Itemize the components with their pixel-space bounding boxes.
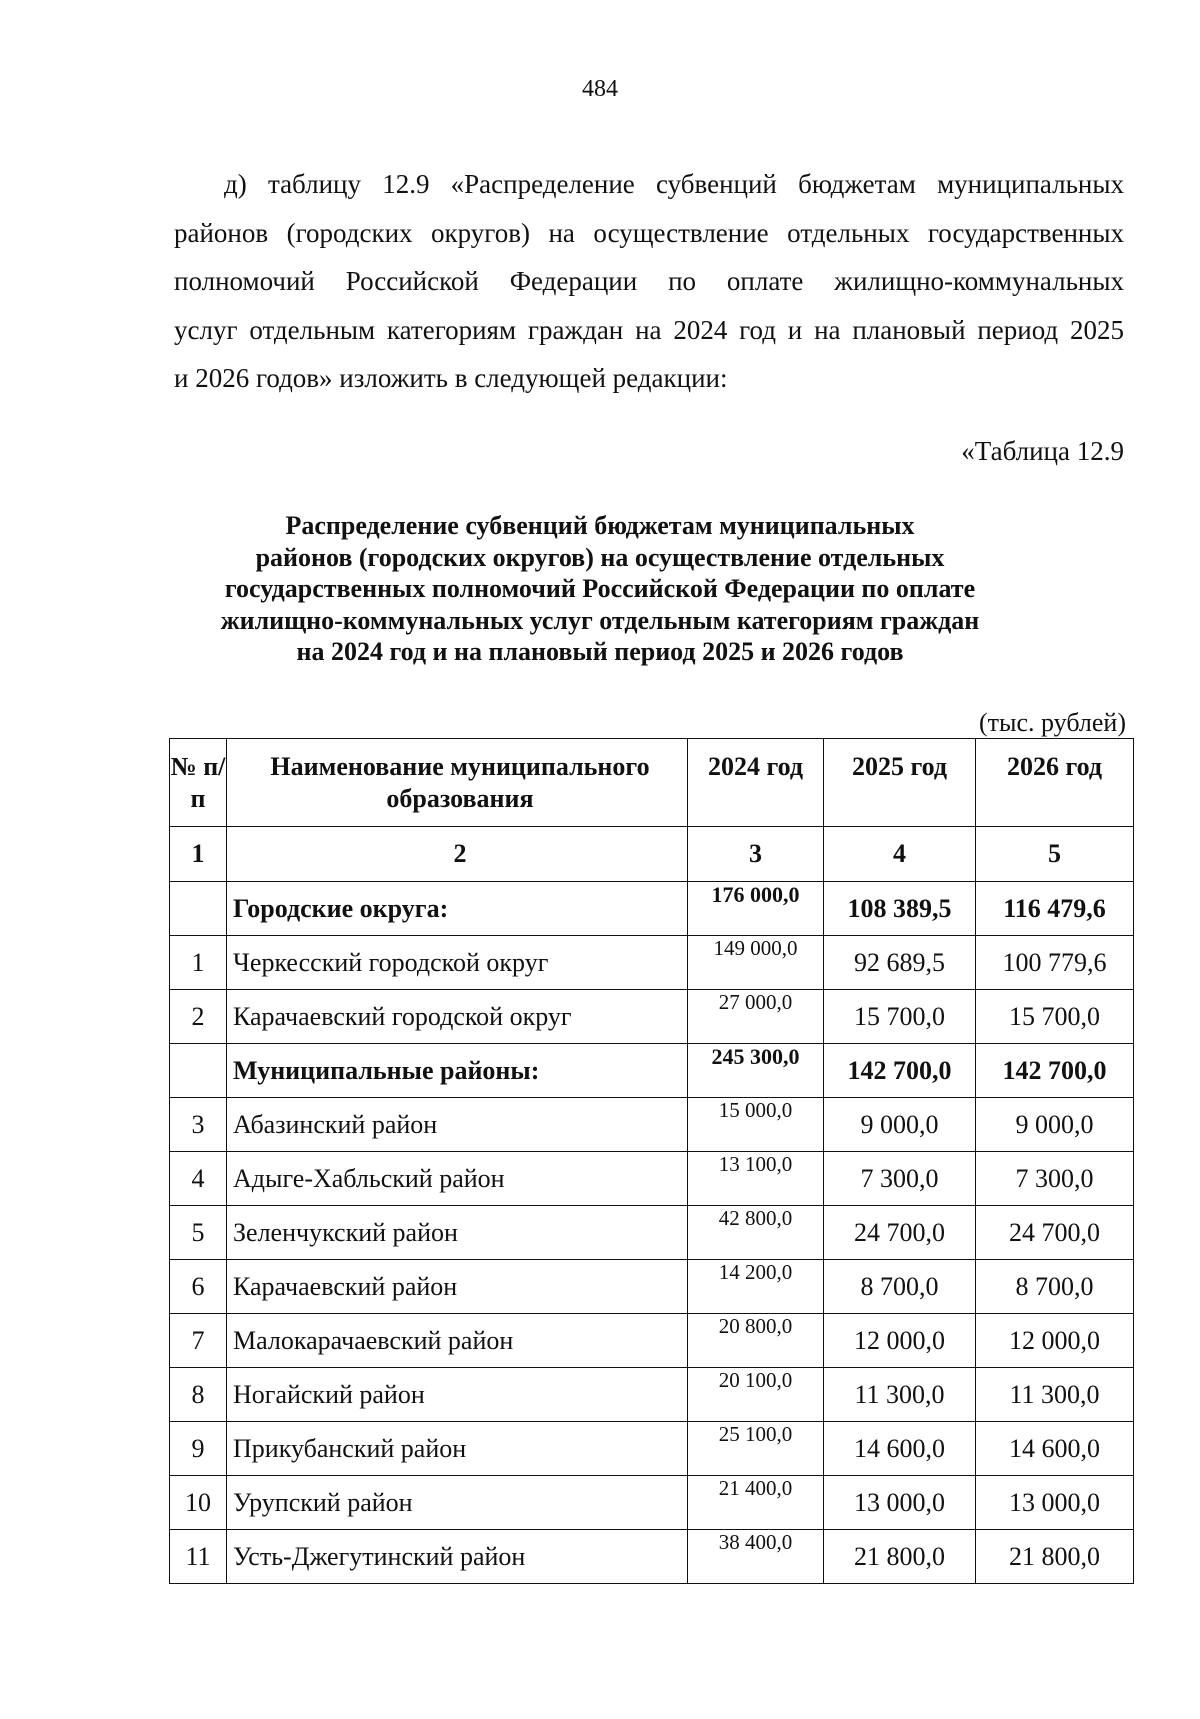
table-row <box>170 1422 1134 1476</box>
header-num: № п/п <box>170 739 227 827</box>
cell-2024: 13 100,0 <box>688 1152 824 1206</box>
intro-line: и 2026 годов» изложить в следующей редакции: <box>174 363 728 394</box>
cell-num: 4 <box>170 1152 227 1206</box>
cell-num: 9 <box>170 1422 227 1476</box>
table-title-line: районов (городских округов) на осуществление отдельных <box>255 542 945 572</box>
cell-2024: 149 000,0 <box>688 936 824 990</box>
cell-name: Черкесский городской округ <box>227 936 688 990</box>
cell-name: Прикубанский район <box>227 1422 688 1476</box>
header-2024: 2024 год <box>688 739 824 827</box>
cell-2025: 92 689,5 <box>824 936 976 990</box>
cell-num: 8 <box>170 1368 227 1422</box>
cell-2026: 8 700,0 <box>976 1260 1134 1314</box>
cell-2025: 13 000,0 <box>824 1476 976 1530</box>
intro-paragraph <box>174 160 1124 403</box>
cell-2025: 108 389,5 <box>824 882 976 936</box>
cell-num <box>170 1044 227 1098</box>
table-row <box>170 1476 1134 1530</box>
cell-name: Муниципальные районы: <box>227 1044 688 1098</box>
cell-2024: 15 000,0 <box>688 1098 824 1152</box>
cell-num: 2 <box>170 990 227 1044</box>
budget-table <box>169 738 1134 1584</box>
intro-line: районов (городских округов) на осуществление отдельных государственных <box>174 217 1124 248</box>
cell-2024: 21 400,0 <box>688 1476 824 1530</box>
cell-2025: 15 700,0 <box>824 990 976 1044</box>
intro-line: полномочий Российской Федерации по оплате жилищно-коммунальных <box>174 266 1124 297</box>
cell-2025: 7 300,0 <box>824 1152 976 1206</box>
table-row <box>170 1314 1134 1368</box>
cell-name: Городские округа: <box>227 882 688 936</box>
table-row <box>170 1206 1134 1260</box>
cell-2024: 25 100,0 <box>688 1422 824 1476</box>
column-number: 3 <box>688 827 824 882</box>
page-number: 484 <box>582 76 618 102</box>
intro-line: услуг отдельным категориям граждан на 2024 год и на плановый период 2025 <box>174 314 1124 345</box>
unit-note: (тыс. рублей) <box>978 708 1126 737</box>
cell-2026: 142 700,0 <box>976 1044 1134 1098</box>
column-number: 5 <box>976 827 1134 882</box>
cell-2024: 27 000,0 <box>688 990 824 1044</box>
header-name: Наименование муниципального образования <box>227 739 688 827</box>
cell-name: Зеленчукский район <box>227 1206 688 1260</box>
header-2026: 2026 год <box>976 739 1134 827</box>
table-row <box>170 1368 1134 1422</box>
table-group-row <box>170 882 1134 936</box>
table-row <box>170 1152 1134 1206</box>
cell-2025: 12 000,0 <box>824 1314 976 1368</box>
cell-2026: 21 800,0 <box>976 1530 1134 1584</box>
table-caption: «Таблица 12.9 <box>961 436 1124 466</box>
table-title <box>0 510 1200 668</box>
table-header-row <box>170 739 1134 827</box>
table-group-row <box>170 1044 1134 1098</box>
cell-2024: 20 100,0 <box>688 1368 824 1422</box>
table-row <box>170 1098 1134 1152</box>
cell-2025: 8 700,0 <box>824 1260 976 1314</box>
cell-2025: 24 700,0 <box>824 1206 976 1260</box>
intro-line: д) таблицу 12.9 «Распределение субвенций бюджетам муниципальных <box>224 169 1124 199</box>
cell-2025: 9 000,0 <box>824 1098 976 1152</box>
cell-2026: 116 479,6 <box>976 882 1134 936</box>
cell-2025: 21 800,0 <box>824 1530 976 1584</box>
cell-name: Ногайский район <box>227 1368 688 1422</box>
cell-2026: 12 000,0 <box>976 1314 1134 1368</box>
cell-name: Малокарачаевский район <box>227 1314 688 1368</box>
cell-name: Адыге-Хабльский район <box>227 1152 688 1206</box>
cell-num: 6 <box>170 1260 227 1314</box>
cell-2024: 38 400,0 <box>688 1530 824 1584</box>
cell-num: 3 <box>170 1098 227 1152</box>
cell-2026: 9 000,0 <box>976 1098 1134 1152</box>
cell-2026: 24 700,0 <box>976 1206 1134 1260</box>
cell-2025: 11 300,0 <box>824 1368 976 1422</box>
cell-name: Урупский район <box>227 1476 688 1530</box>
column-numbers-row <box>170 827 1134 882</box>
table-title-line: государственных полномочий Российской Федерации по оплате <box>224 574 976 603</box>
table-row <box>170 936 1134 990</box>
cell-2026: 7 300,0 <box>976 1152 1134 1206</box>
cell-num: 7 <box>170 1314 227 1368</box>
cell-2026: 15 700,0 <box>976 990 1134 1044</box>
cell-num: 11 <box>170 1530 227 1584</box>
header-2025: 2025 год <box>824 739 976 827</box>
cell-2024: 245 300,0 <box>688 1044 824 1098</box>
cell-name: Абазинский район <box>227 1098 688 1152</box>
cell-2026: 13 000,0 <box>976 1476 1134 1530</box>
table-row <box>170 1260 1134 1314</box>
cell-name: Карачаевский городской округ <box>227 990 688 1044</box>
cell-2024: 176 000,0 <box>688 882 824 936</box>
table-row <box>170 1530 1134 1584</box>
cell-name: Усть-Джегутинский район <box>227 1530 688 1584</box>
table-title-line: на 2024 год и на плановый период 2025 и 2026 годов <box>296 637 904 666</box>
cell-name: Карачаевский район <box>227 1260 688 1314</box>
column-number: 1 <box>170 827 227 882</box>
cell-num: 5 <box>170 1206 227 1260</box>
cell-2025: 142 700,0 <box>824 1044 976 1098</box>
column-number: 4 <box>824 827 976 882</box>
cell-2026: 14 600,0 <box>976 1422 1134 1476</box>
cell-2024: 20 800,0 <box>688 1314 824 1368</box>
cell-num: 10 <box>170 1476 227 1530</box>
column-number: 2 <box>227 827 688 882</box>
table-title-line: жилищно-коммунальных услуг отдельным категориям граждан <box>220 605 980 635</box>
cell-num: 1 <box>170 936 227 990</box>
cell-num <box>170 882 227 936</box>
cell-2026: 11 300,0 <box>976 1368 1134 1422</box>
cell-2026: 100 779,6 <box>976 936 1134 990</box>
table-title-line: Распределение субвенций бюджетам муниципальных <box>285 511 915 540</box>
cell-2024: 42 800,0 <box>688 1206 824 1260</box>
table-row <box>170 990 1134 1044</box>
cell-2024: 14 200,0 <box>688 1260 824 1314</box>
cell-2025: 14 600,0 <box>824 1422 976 1476</box>
